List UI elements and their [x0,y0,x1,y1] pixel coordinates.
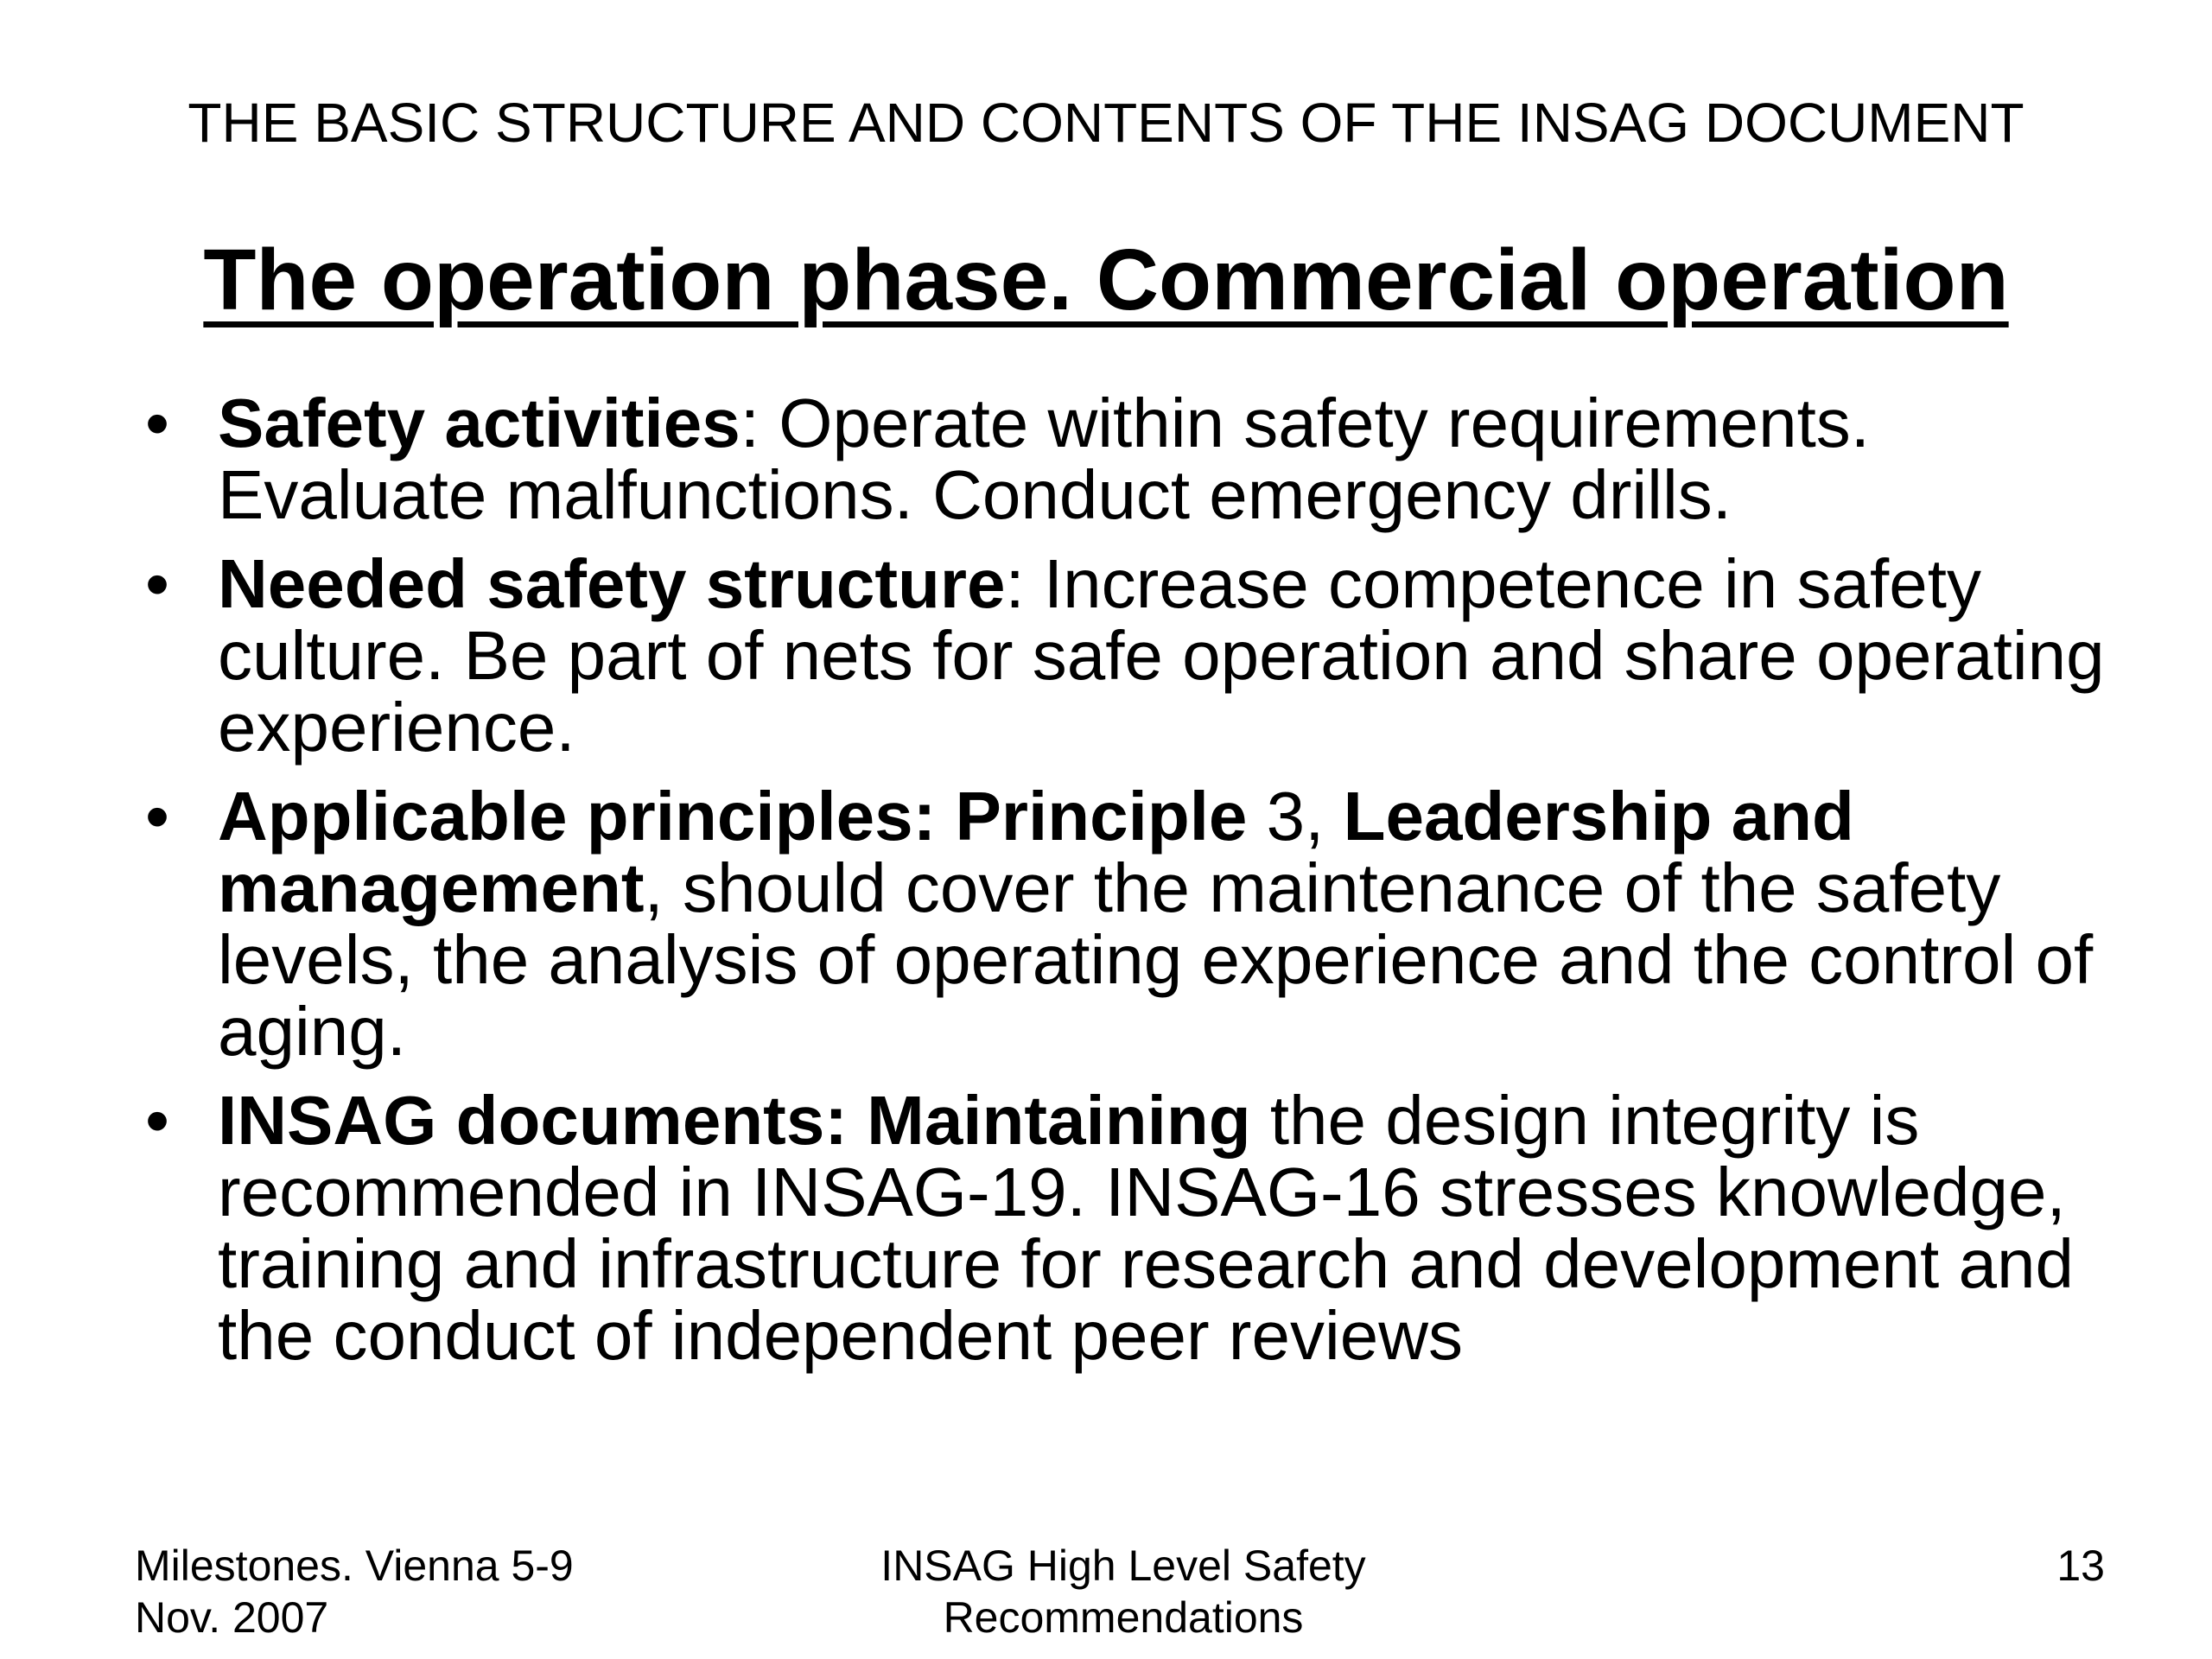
footer-center-line-1: INSAG High Level Safety [880,1541,1366,1590]
bullet-2-part-2: : Increase competence in safety culture. Be part of nets for safe operation and share operating experience. [218,545,2105,766]
bullet-item-insag-documents [131,1082,2119,1374]
bullet-4-part-1: INSAG documents: Maintaining [218,1082,1251,1159]
footer-left-line-1: Milestones. Vienna 5-9 [135,1541,574,1590]
bullet-dot-icon: • [144,1082,169,1159]
bullet-3-part-4: , should cover the maintenance of the safety levels, the analysis of operating experience and the control of aging. [218,849,2094,1070]
page-number: 13 [2056,1541,2105,1590]
bullet-1-part-2: : Operate within safety requirements. Evaluate malfunctions. Conduct emergency drills. [218,385,1871,533]
bullet-item-needed-safety-structure [131,545,2119,766]
footer-center [778,1540,1469,1643]
bullet-3-part-1: Applicable principles: Principle [218,778,1248,855]
footer-center-line-2: Recommendations [943,1593,1304,1642]
bullet-item-safety-activities [131,387,2119,531]
bullet-1-part-1: Safety activities [218,385,741,461]
bullet-list [131,387,2119,1389]
bullet-3-part-3: Leadership and management [218,778,1854,926]
bullet-dot-icon: • [144,385,169,461]
footer-left [135,1540,740,1643]
bullet-item-applicable-principles [131,778,2119,1070]
slide-title-text: The operation phase. Commercial operation [203,232,2009,328]
slide-header: THE BASIC STRUCTURE AND CONTENTS OF THE INSAG DOCUMENT [188,92,2024,154]
bullet-dot-icon: • [144,545,169,622]
footer-left-line-2: Nov. 2007 [135,1593,329,1642]
bullet-4-part-2: the design integrity is recommended in INSAG-19. INSAG-16 stresses knowledge, training and infrastructure for research and development and the conduct of independent peer reviews [218,1082,2074,1374]
bullet-dot-icon: • [144,778,169,855]
bullet-3-part-2: 3, [1247,778,1344,855]
slide-title [0,228,2212,332]
bullet-2-part-1: Needed safety structure [218,545,1006,622]
